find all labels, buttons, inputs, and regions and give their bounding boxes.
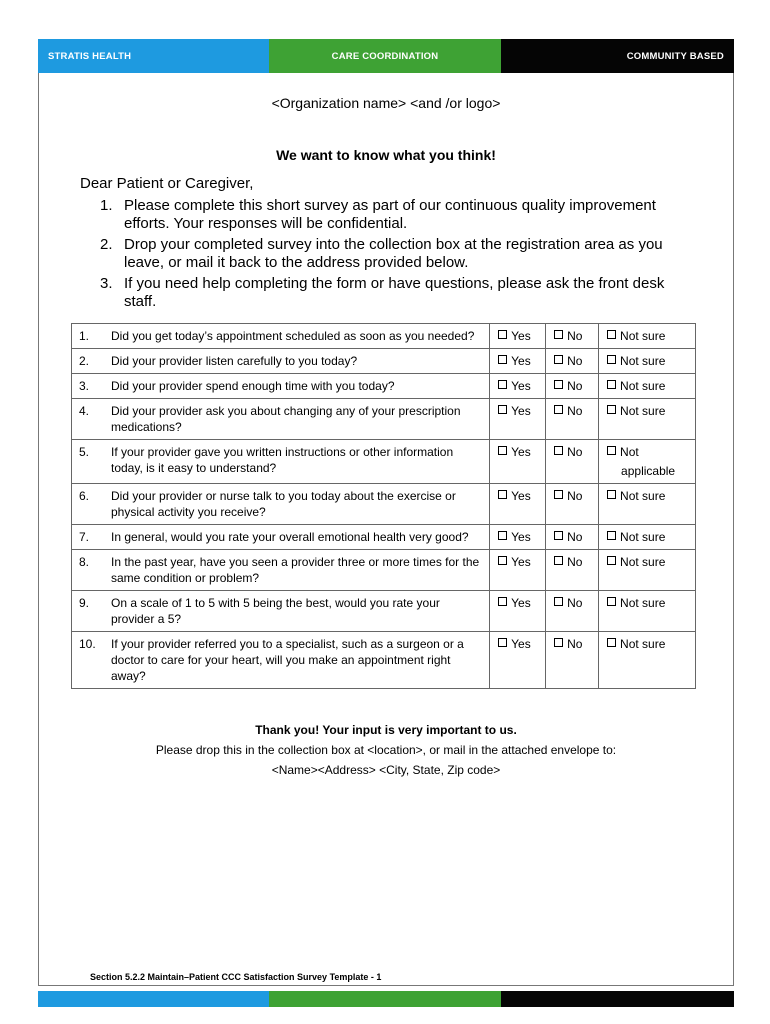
question-text: If your provider gave you written instructions or other information today, is it easy to understand? <box>111 445 454 475</box>
option-cell <box>599 632 696 689</box>
checkbox-not-sure[interactable] <box>607 355 616 364</box>
survey-row <box>72 632 696 689</box>
checkbox-yes[interactable] <box>498 556 507 565</box>
checkbox-yes[interactable] <box>498 638 507 647</box>
option-cell <box>546 324 599 349</box>
footer-bar-green <box>269 991 501 1007</box>
option-cell <box>490 484 546 525</box>
checkbox-yes[interactable] <box>498 490 507 499</box>
option-label: Not sure <box>620 404 666 418</box>
question-text: Did your provider spend enough time with you today? <box>111 379 395 393</box>
option-cell <box>599 484 696 525</box>
organization-placeholder: <Organization name> <and /or logo> <box>271 95 501 111</box>
question-number: 5. <box>79 445 90 459</box>
option-cell <box>490 550 546 591</box>
survey-row <box>72 440 696 484</box>
question-number: 8. <box>79 555 90 569</box>
question-number: 6. <box>79 489 90 503</box>
option-cell <box>546 550 599 591</box>
option-cell <box>546 374 599 399</box>
checkbox-no[interactable] <box>554 597 563 606</box>
checkbox-no[interactable] <box>554 405 563 414</box>
option-cell <box>490 591 546 632</box>
instruction-item <box>80 197 680 233</box>
option-cell <box>599 349 696 374</box>
survey-row <box>72 349 696 374</box>
header-care-coordination: CARE COORDINATION <box>269 39 501 73</box>
option-cell <box>599 399 696 440</box>
survey-row <box>72 525 696 550</box>
option-cell <box>490 440 546 484</box>
option-cell <box>546 484 599 525</box>
survey-heading: We want to know what you think! <box>276 147 496 163</box>
checkbox-not-sure[interactable] <box>607 490 616 499</box>
option-label: No <box>567 555 583 569</box>
checkbox-not-sure[interactable] <box>607 638 616 647</box>
question-cell <box>72 632 490 689</box>
option-label: Not sure <box>620 329 666 343</box>
option-label: Not sure <box>620 379 666 393</box>
question-cell <box>72 399 490 440</box>
option-label: Not sure <box>620 555 666 569</box>
question-cell <box>72 440 490 484</box>
survey-row <box>72 324 696 349</box>
question-cell <box>72 484 490 525</box>
instructions-list <box>80 197 680 314</box>
option-label: Not sure <box>620 489 666 503</box>
question-text: In general, would you rate your overall emotional health very good? <box>111 530 469 544</box>
checkbox-no[interactable] <box>554 355 563 364</box>
option-cell <box>490 399 546 440</box>
option-label: Not sure <box>620 596 666 610</box>
footer-bar <box>38 991 734 1007</box>
option-label: Yes <box>511 637 531 651</box>
checkbox-no[interactable] <box>554 380 563 389</box>
option-label: No <box>567 404 583 418</box>
question-number: 10. <box>79 637 96 651</box>
checkbox-yes[interactable] <box>498 531 507 540</box>
question-text: On a scale of 1 to 5 with 5 being the best, would you rate your provider a 5? <box>111 596 440 626</box>
question-number: 3. <box>79 379 90 393</box>
survey-row <box>72 550 696 591</box>
question-number: 9. <box>79 596 90 610</box>
instruction-number: 2. <box>100 236 113 253</box>
question-cell <box>72 374 490 399</box>
checkbox-yes[interactable] <box>498 355 507 364</box>
instruction-text: Drop your completed survey into the collection box at the registration area as you leave, or mail it back to the address provided below. <box>124 236 663 271</box>
checkbox-no[interactable] <box>554 556 563 565</box>
instruction-text: If you need help completing the form or have questions, please ask the front desk staff. <box>124 275 665 310</box>
option-label-cont: applicable <box>621 464 676 478</box>
checkbox-no[interactable] <box>554 330 563 339</box>
header-bar <box>38 39 734 73</box>
survey-row <box>72 399 696 440</box>
option-cell <box>490 374 546 399</box>
checkbox-not-sure[interactable] <box>607 597 616 606</box>
mailing-address: <Name><Address> <City, State, Zip code> <box>271 763 501 777</box>
greeting: Dear Patient or Caregiver, <box>80 175 254 192</box>
option-label: No <box>567 637 583 651</box>
option-cell <box>599 550 696 591</box>
question-cell <box>72 324 490 349</box>
option-label: Yes <box>511 489 531 503</box>
question-text: Did your provider listen carefully to you today? <box>111 354 358 368</box>
instruction-item <box>80 275 680 311</box>
option-cell <box>599 591 696 632</box>
option-label: Not sure <box>620 354 666 368</box>
question-number: 7. <box>79 530 90 544</box>
option-label: Not sure <box>620 530 666 544</box>
checkbox-yes[interactable] <box>498 597 507 606</box>
option-label: Yes <box>511 445 531 459</box>
option-label: Yes <box>511 596 531 610</box>
option-cell <box>490 349 546 374</box>
checkbox-no[interactable] <box>554 490 563 499</box>
option-cell <box>490 324 546 349</box>
option-cell <box>546 399 599 440</box>
question-cell <box>72 525 490 550</box>
option-label: Yes <box>511 329 531 343</box>
survey-row <box>72 591 696 632</box>
checkbox-not-sure[interactable] <box>607 380 616 389</box>
header-community-based: COMMUNITY BASED <box>501 39 734 73</box>
checkbox-yes[interactable] <box>498 380 507 389</box>
option-cell <box>546 591 599 632</box>
option-label: No <box>567 445 583 459</box>
option-cell <box>599 440 696 484</box>
question-cell <box>72 550 490 591</box>
checkbox-yes[interactable] <box>498 330 507 339</box>
question-cell <box>72 591 490 632</box>
checkbox-not-sure[interactable] <box>607 405 616 414</box>
checkbox-yes[interactable] <box>498 446 507 455</box>
checkbox-not-sure[interactable] <box>607 556 616 565</box>
option-label: Yes <box>511 530 531 544</box>
checkbox-no[interactable] <box>554 638 563 647</box>
option-cell <box>599 374 696 399</box>
option-label: Not <box>620 445 639 459</box>
option-cell <box>599 525 696 550</box>
thank-you-text: Thank you! Your input is very important to us. <box>255 723 517 737</box>
instruction-number: 3. <box>100 275 113 292</box>
question-number: 4. <box>79 404 90 418</box>
footer-bar-blue <box>38 991 269 1007</box>
survey-row <box>72 484 696 525</box>
option-label: No <box>567 329 583 343</box>
option-label: No <box>567 489 583 503</box>
option-label: No <box>567 596 583 610</box>
option-label: No <box>567 354 583 368</box>
checkbox-not-sure[interactable] <box>607 330 616 339</box>
option-label: Yes <box>511 354 531 368</box>
option-cell <box>546 440 599 484</box>
option-cell <box>599 324 696 349</box>
checkbox-not-sure[interactable] <box>607 446 616 455</box>
footer-section-label: Section 5.2.2 Maintain–Patient CCC Satisfaction Survey Template - 1 <box>90 972 382 982</box>
option-cell <box>546 349 599 374</box>
checkbox-not-sure[interactable] <box>607 531 616 540</box>
option-label: Yes <box>511 404 531 418</box>
drop-instructions: Please drop this in the collection box at <location>, or mail in the attached envelope to: <box>155 743 617 757</box>
question-number: 2. <box>79 354 90 368</box>
checkbox-no[interactable] <box>554 446 563 455</box>
question-text: In the past year, have you seen a provider three or more times for the same condition or problem? <box>111 555 480 585</box>
option-cell <box>546 632 599 689</box>
option-cell <box>490 525 546 550</box>
question-number: 1. <box>79 329 90 343</box>
option-label: Yes <box>511 379 531 393</box>
checkbox-yes[interactable] <box>498 405 507 414</box>
option-label: No <box>567 379 583 393</box>
instruction-item <box>80 236 680 272</box>
option-cell <box>490 632 546 689</box>
question-text: Did you get today’s appointment scheduled as soon as you needed? <box>111 329 475 343</box>
question-text: If your provider referred you to a specialist, such as a surgeon or a doctor to care for your heart, will you make an appointment right away? <box>111 637 464 683</box>
instruction-number: 1. <box>100 197 113 214</box>
question-text: Did your provider or nurse talk to you today about the exercise or physical activity you receive? <box>111 489 456 519</box>
instruction-text: Please complete this short survey as part of our continuous quality improvement efforts. Your responses will be confidential. <box>124 197 656 232</box>
option-label: Yes <box>511 555 531 569</box>
option-label: No <box>567 530 583 544</box>
survey-row <box>72 374 696 399</box>
question-cell <box>72 349 490 374</box>
option-label: Not sure <box>620 637 666 651</box>
survey-table <box>71 323 696 689</box>
header-stratis-health: STRATIS HEALTH <box>38 39 269 73</box>
option-cell <box>546 525 599 550</box>
checkbox-no[interactable] <box>554 531 563 540</box>
footer-bar-black <box>501 991 734 1007</box>
question-text: Did your provider ask you about changing any of your prescription medications? <box>111 404 461 434</box>
